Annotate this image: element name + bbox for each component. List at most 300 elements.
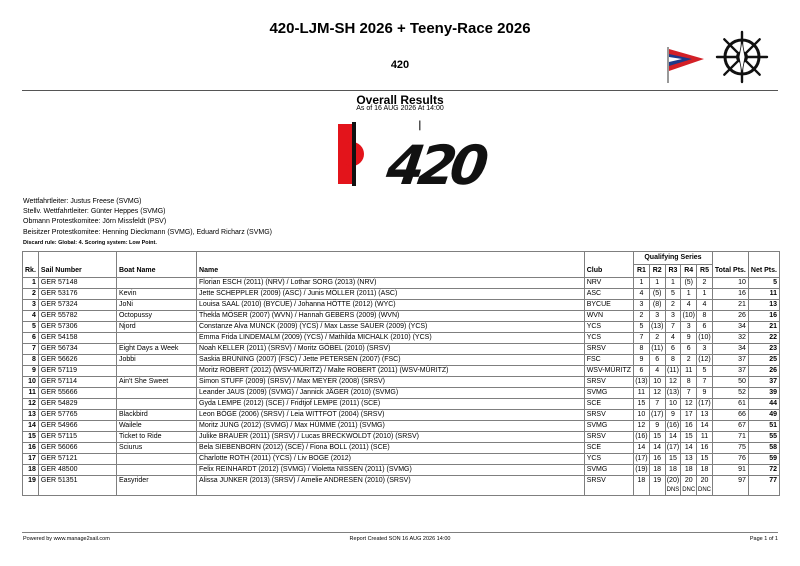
race-score-cell [665, 443, 681, 454]
net-points-cell: 22 [748, 333, 779, 344]
club-cell: SRSV [584, 410, 633, 421]
race-score: 19 [653, 477, 662, 484]
table-row [23, 355, 780, 366]
total-points-cell: 76 [712, 454, 748, 465]
race-score: 2 [686, 356, 691, 363]
race-score: 9 [670, 411, 675, 418]
race-score-cell [634, 432, 650, 443]
penalty-code: DNC [698, 487, 711, 493]
race-score-cell [697, 333, 713, 344]
race-score-cell [649, 311, 665, 322]
club-cell: NRV [584, 278, 633, 289]
total-points-cell: 75 [712, 443, 748, 454]
table-row [23, 465, 780, 476]
race-score: 3 [639, 301, 644, 308]
race-score-cell [697, 322, 713, 333]
table-row [23, 300, 780, 311]
race-score: (5) [684, 279, 693, 286]
penalty-code: DNS [666, 487, 680, 493]
net-points-cell: 21 [748, 322, 779, 333]
sail-number-cell: GER 57148 [38, 278, 116, 289]
net-points-cell: 26 [748, 366, 779, 377]
sail-number-cell: GER 56626 [38, 355, 116, 366]
sail-number-cell: GER 51351 [38, 476, 116, 496]
boat-name-cell: Eight Days a Week [116, 344, 196, 355]
powered-by-link[interactable]: Powered by www.manage2sail.com [23, 536, 110, 542]
race-score: 2 [670, 301, 675, 308]
race-score-cell [634, 476, 650, 496]
race-score-cell [665, 454, 681, 465]
col-header-r1: R1 [634, 265, 650, 278]
table-row [23, 311, 780, 322]
race-score-cell [649, 399, 665, 410]
boat-name-cell: Jobbi [116, 355, 196, 366]
crew-name-cell: Leander JAUS (2009) (SVMG) / Jannick JÄGER (2010) (SVMG) [197, 388, 585, 399]
race-score: 18 [684, 466, 693, 473]
race-score-cell [649, 432, 665, 443]
race-score-cell [681, 399, 697, 410]
ship-wheel-logo [714, 29, 770, 85]
race-score-cell [697, 344, 713, 355]
table-row [23, 410, 780, 421]
rank-cell: 2 [23, 289, 39, 300]
race-score: 7 [639, 334, 644, 341]
total-points-cell: 26 [712, 311, 748, 322]
boat-name-cell: Easyrider [116, 476, 196, 496]
race-score-cell [697, 355, 713, 366]
race-score: (20) [666, 477, 680, 484]
race-score-cell [697, 289, 713, 300]
boat-name-cell [116, 388, 196, 399]
total-points-cell: 10 [712, 278, 748, 289]
total-points-cell: 21 [712, 300, 748, 311]
boat-name-cell: Njord [116, 322, 196, 333]
total-points-cell: 97 [712, 476, 748, 496]
club-cell: SRSV [584, 432, 633, 443]
net-points-cell: 77 [748, 476, 779, 496]
club-cell: SRSV [584, 377, 633, 388]
total-points-cell: 34 [712, 344, 748, 355]
race-score-cell [665, 366, 681, 377]
race-score-cell [649, 300, 665, 311]
club-cell: WVN [584, 311, 633, 322]
race-score: 18 [637, 477, 646, 484]
col-header-r4: R4 [681, 265, 697, 278]
race-score: (8) [652, 301, 662, 308]
race-score: (19) [635, 466, 648, 473]
race-score-cell [634, 355, 650, 366]
club-cell: YCS [584, 454, 633, 465]
race-score-cell [634, 344, 650, 355]
race-score: 17 [684, 411, 693, 418]
race-score: 18 [653, 466, 662, 473]
race-score-cell [665, 300, 681, 311]
col-header-r2: R2 [649, 265, 665, 278]
race-score-cell [634, 443, 650, 454]
race-score-cell [665, 476, 681, 496]
club-cell: FSC [584, 355, 633, 366]
race-score: 14 [700, 422, 709, 429]
race-score: 10 [669, 400, 677, 407]
club-cell: SCE [584, 443, 633, 454]
race-score-cell [681, 344, 697, 355]
race-score: 14 [653, 444, 662, 451]
table-row [23, 399, 780, 410]
race-score-cell [665, 377, 681, 388]
sail-number-cell: GER 57324 [38, 300, 116, 311]
rank-cell: 13 [23, 410, 39, 421]
rank-cell: 15 [23, 432, 39, 443]
rank-cell: 19 [23, 476, 39, 496]
club-cell: YCS [584, 333, 633, 344]
race-score-cell [697, 278, 713, 289]
race-score-cell [634, 454, 650, 465]
crew-name-cell: Florian ESCH (2011) (NRV) / Lothar SORG (2013) (NRV) [197, 278, 585, 289]
rank-cell: 12 [23, 399, 39, 410]
race-score: 6 [686, 345, 691, 352]
race-score-cell [697, 454, 713, 465]
race-score-cell [665, 465, 681, 476]
boat-name-cell: Octopussy [116, 311, 196, 322]
race-score-cell [681, 410, 697, 421]
race-score: 18 [669, 466, 677, 473]
crew-name-cell: Thekla MÖSER (2007) (WVN) / Hannah GEBERS (2009) (WVN) [197, 311, 585, 322]
table-row [23, 322, 780, 333]
rank-cell: 5 [23, 322, 39, 333]
race-score-cell [665, 388, 681, 399]
race-score: 5 [639, 323, 644, 330]
table-row [23, 377, 780, 388]
crew-name-cell: Alissa JUNKER (2013) (SRSV) / Amelie ANDRESEN (2010) (SRSV) [197, 476, 585, 496]
rank-cell: 7 [23, 344, 39, 355]
race-score: 12 [637, 422, 646, 429]
race-score-cell [634, 366, 650, 377]
race-score-cell [681, 289, 697, 300]
race-score-cell [649, 333, 665, 344]
rank-cell: 6 [23, 333, 39, 344]
boat-name-cell [116, 465, 196, 476]
race-score-cell [649, 476, 665, 496]
sail-number-cell: GER 54966 [38, 421, 116, 432]
table-row [23, 443, 780, 454]
sail-number-cell: GER 57306 [38, 322, 116, 333]
crew-name-cell: Bela SIEBENBORN (2012) (SCE) / Fiona BOLL (2011) (SCE) [197, 443, 585, 454]
net-points-cell: 11 [748, 289, 779, 300]
race-score: 3 [686, 323, 691, 330]
race-score-cell [681, 432, 697, 443]
race-score: 4 [655, 367, 660, 374]
sail-number-cell: GER 54158 [38, 333, 116, 344]
total-points-cell: 34 [712, 322, 748, 333]
total-points-cell: 71 [712, 432, 748, 443]
race-score: 7 [670, 323, 675, 330]
rank-cell: 8 [23, 355, 39, 366]
club-cell: SVMG [584, 421, 633, 432]
club-cell: SVMG [584, 388, 633, 399]
race-score-cell [634, 377, 650, 388]
race-score: 1 [702, 290, 707, 297]
race-score-cell [634, 421, 650, 432]
race-score: 16 [684, 422, 693, 429]
net-points-cell: 25 [748, 355, 779, 366]
race-score: 20 [700, 477, 709, 484]
net-points-cell: 5 [748, 278, 779, 289]
official-line: Stellv. Wettfahrtleiter: Günter Heppes (SVMG) [23, 208, 166, 216]
race-score-cell [697, 410, 713, 421]
race-score: 14 [637, 444, 646, 451]
race-score: 16 [653, 455, 662, 462]
race-score: 1 [655, 279, 660, 286]
race-score-cell [681, 278, 697, 289]
race-score-cell [681, 476, 697, 496]
race-score-cell [697, 421, 713, 432]
boat-name-cell: Ain't She Sweet [116, 377, 196, 388]
boat-name-cell: Blackbird [116, 410, 196, 421]
total-points-cell: 67 [712, 421, 748, 432]
official-line: Wettfahrtleiter: Justus Freese (SVMG) [23, 198, 142, 205]
col-header-qualifying-series: Qualifying Series [634, 252, 713, 265]
race-score: 12 [684, 400, 693, 407]
net-points-cell: 23 [748, 344, 779, 355]
race-score-cell [649, 388, 665, 399]
race-score: 8 [686, 378, 691, 385]
crew-name-cell: Louisa SAAL (2010) (BYCUE) / Johanna HÖTTE (2012) (WYC) [197, 300, 585, 311]
race-score-cell [697, 476, 713, 496]
club-cell: BYCUE [584, 300, 633, 311]
footer-divider [22, 532, 778, 533]
race-score: (5) [652, 290, 662, 297]
crew-name-cell: Noah KELLER (2011) (SRSV) / Moritz GÖBEL (2010) (SRSV) [197, 344, 585, 355]
race-score-cell [665, 421, 681, 432]
race-score: 9 [655, 422, 660, 429]
race-score-cell [681, 421, 697, 432]
sail-number-cell: GER 55782 [38, 311, 116, 322]
sail-number-cell: GER 57119 [38, 366, 116, 377]
table-row [23, 278, 780, 289]
race-score: 20 [684, 477, 693, 484]
sail-number-cell: GER 54829 [38, 399, 116, 410]
race-score: 6 [702, 323, 707, 330]
crew-name-cell: Moritz JUNG (2012) (SVMG) / Max HÜMME (2011) (SVMG) [197, 421, 585, 432]
race-score: 10 [637, 411, 646, 418]
crew-name-cell: Emma Frida LINDEMALM (2009) (YCS) / Mathilda MICHALK (2010) (YCS) [197, 333, 585, 344]
race-score: (17) [635, 455, 648, 462]
sail-number-cell: GER 57115 [38, 432, 116, 443]
race-score: 12 [669, 378, 677, 385]
race-score: 6 [639, 367, 644, 374]
boat-name-cell [116, 454, 196, 465]
race-score: 5 [670, 290, 675, 297]
crew-name-cell: Gyda LEMPE (2012) (SCE) / Fridtjof LEMPE (2011) (SCE) [197, 399, 585, 410]
race-score-cell [697, 399, 713, 410]
race-score-cell [681, 443, 697, 454]
race-score: 2 [655, 334, 660, 341]
net-points-cell: 59 [748, 454, 779, 465]
race-score: 6 [670, 345, 675, 352]
net-points-cell: 51 [748, 421, 779, 432]
race-score-cell [634, 399, 650, 410]
rank-cell: 10 [23, 377, 39, 388]
official-line: Obmann Protestkomitee: Jörn Missfeldt (PSV) [23, 218, 167, 226]
race-score-cell [681, 300, 697, 311]
rank-cell: 14 [23, 421, 39, 432]
race-score: 2 [639, 312, 644, 319]
race-score-cell [681, 377, 697, 388]
page-number: Page 1 of 1 [749, 536, 778, 542]
class-name: 420 [390, 59, 410, 71]
crew-name-cell: Jette SCHEPPLER (2009) (ASC) / Junis MÖLLER (2011) (ASC) [197, 289, 585, 300]
race-score-cell [665, 399, 681, 410]
race-score-cell [681, 454, 697, 465]
regatta-title: 420-LJM-SH 2026 + Teeny-Race 2026 [269, 20, 531, 37]
rank-cell: 3 [23, 300, 39, 311]
race-score-cell [649, 377, 665, 388]
race-score: (16) [666, 422, 680, 429]
race-score-cell [634, 388, 650, 399]
race-score-cell [697, 432, 713, 443]
race-score: 13 [700, 411, 709, 418]
race-score: 9 [639, 356, 644, 363]
race-score-cell [681, 355, 697, 366]
race-score-cell [681, 465, 697, 476]
race-score: (16) [635, 433, 648, 440]
race-score: 18 [700, 466, 709, 473]
col-header-r5: R5 [697, 265, 713, 278]
boat-name-cell [116, 333, 196, 344]
boat-name-cell: Ticket to Ride [116, 432, 196, 443]
race-score: (13) [650, 323, 664, 330]
race-score-cell [697, 377, 713, 388]
total-points-cell: 52 [712, 388, 748, 399]
race-score-cell [681, 366, 697, 377]
results-timestamp: As of 16 AUG 2026 At 14:00 [356, 105, 444, 112]
crew-name-cell: Simon STUFF (2009) (SRSV) / Max MEYER (2008) (SRSV) [197, 377, 585, 388]
race-score-cell [665, 410, 681, 421]
crew-name-cell: Julike BRAUER (2011) (SRSV) / Lucas BRECKWOLDT (2010) (SRSV) [197, 432, 585, 443]
crew-name-cell: Felix REINHARDT (2012) (SVMG) / Violetta NISSEN (2011) (SVMG) [197, 465, 585, 476]
boat-name-cell [116, 366, 196, 377]
net-points-cell: 44 [748, 399, 779, 410]
col-header-net: Net Pts. [748, 252, 779, 278]
table-row [23, 366, 780, 377]
boat-name-cell [116, 278, 196, 289]
race-score: 14 [669, 433, 677, 440]
race-score-cell [681, 311, 697, 322]
club-burgee-logo [664, 45, 706, 85]
race-score: 9 [686, 334, 691, 341]
rank-cell: 17 [23, 454, 39, 465]
race-score: 5 [702, 367, 707, 374]
total-points-cell: 91 [712, 465, 748, 476]
col-header-rank: Rk. [23, 252, 39, 278]
table-row [23, 421, 780, 432]
race-score-cell [649, 465, 665, 476]
race-score-cell [649, 366, 665, 377]
race-score: (17) [698, 400, 711, 407]
race-score-cell [649, 410, 665, 421]
total-points-cell: 66 [712, 410, 748, 421]
crew-name-cell: Leon BÖGE (2006) (SRSV) / Leia WITTFOT (2004) (SRSV) [197, 410, 585, 421]
club-cell: SCE [584, 399, 633, 410]
race-score-cell [665, 311, 681, 322]
race-score-cell [697, 465, 713, 476]
race-score: 15 [637, 400, 646, 407]
race-score-cell [649, 421, 665, 432]
race-score: 1 [686, 290, 691, 297]
race-score-cell [697, 311, 713, 322]
race-score: 3 [702, 345, 707, 352]
race-score: 8 [639, 345, 644, 352]
race-score-cell [665, 322, 681, 333]
race-score: 4 [702, 301, 707, 308]
table-row [23, 333, 780, 344]
race-score-cell [697, 366, 713, 377]
svg-text:|: | [418, 120, 422, 131]
discard-rule: Discard rule: Global: 4. Scoring system: Low Point. [23, 240, 157, 246]
boat-name-cell: Sciurus [116, 443, 196, 454]
sail-number-cell: GER 55666 [38, 388, 116, 399]
race-score: 14 [684, 444, 693, 451]
total-points-cell: 32 [712, 333, 748, 344]
total-points-cell: 37 [712, 366, 748, 377]
rank-cell: 4 [23, 311, 39, 322]
race-score: (17) [650, 411, 664, 418]
event-420-logo [338, 118, 487, 197]
race-score-cell [634, 410, 650, 421]
race-score: 8 [702, 312, 707, 319]
rank-cell: 18 [23, 465, 39, 476]
col-header-r3: R3 [665, 265, 681, 278]
race-score: (10) [682, 312, 695, 319]
boat-name-cell: Kevin [116, 289, 196, 300]
penalty-code: DNC [682, 487, 696, 493]
race-score-cell [649, 355, 665, 366]
col-header-sail-number: Sail Number [38, 252, 116, 278]
race-score: 4 [686, 301, 691, 308]
table-row [23, 432, 780, 443]
race-score: 12 [653, 389, 662, 396]
sail-number-cell: GER 56066 [38, 443, 116, 454]
race-score-cell [681, 322, 697, 333]
race-score: 8 [670, 356, 675, 363]
race-score-cell [649, 289, 665, 300]
rank-cell: 11 [23, 388, 39, 399]
race-score: (12) [698, 356, 711, 363]
net-points-cell: 37 [748, 377, 779, 388]
table-row [23, 344, 780, 355]
net-points-cell: 58 [748, 443, 779, 454]
race-score-cell [649, 322, 665, 333]
race-score: 9 [702, 389, 707, 396]
race-score: 15 [669, 455, 677, 462]
club-cell: SRSV [584, 344, 633, 355]
boat-name-cell [116, 399, 196, 410]
race-score: 11 [685, 367, 693, 374]
col-header-name: Name [197, 252, 585, 278]
svg-text:420: 420 [382, 134, 487, 197]
race-score-cell [681, 388, 697, 399]
race-score: 15 [684, 433, 693, 440]
race-score-cell [634, 278, 650, 289]
race-score-cell [665, 344, 681, 355]
race-score: 13 [684, 455, 693, 462]
col-header-club: Club [584, 252, 633, 278]
race-score: 7 [702, 378, 707, 385]
race-score-cell [634, 322, 650, 333]
race-score: (17) [666, 444, 680, 451]
net-points-cell: 49 [748, 410, 779, 421]
race-score-cell [681, 333, 697, 344]
